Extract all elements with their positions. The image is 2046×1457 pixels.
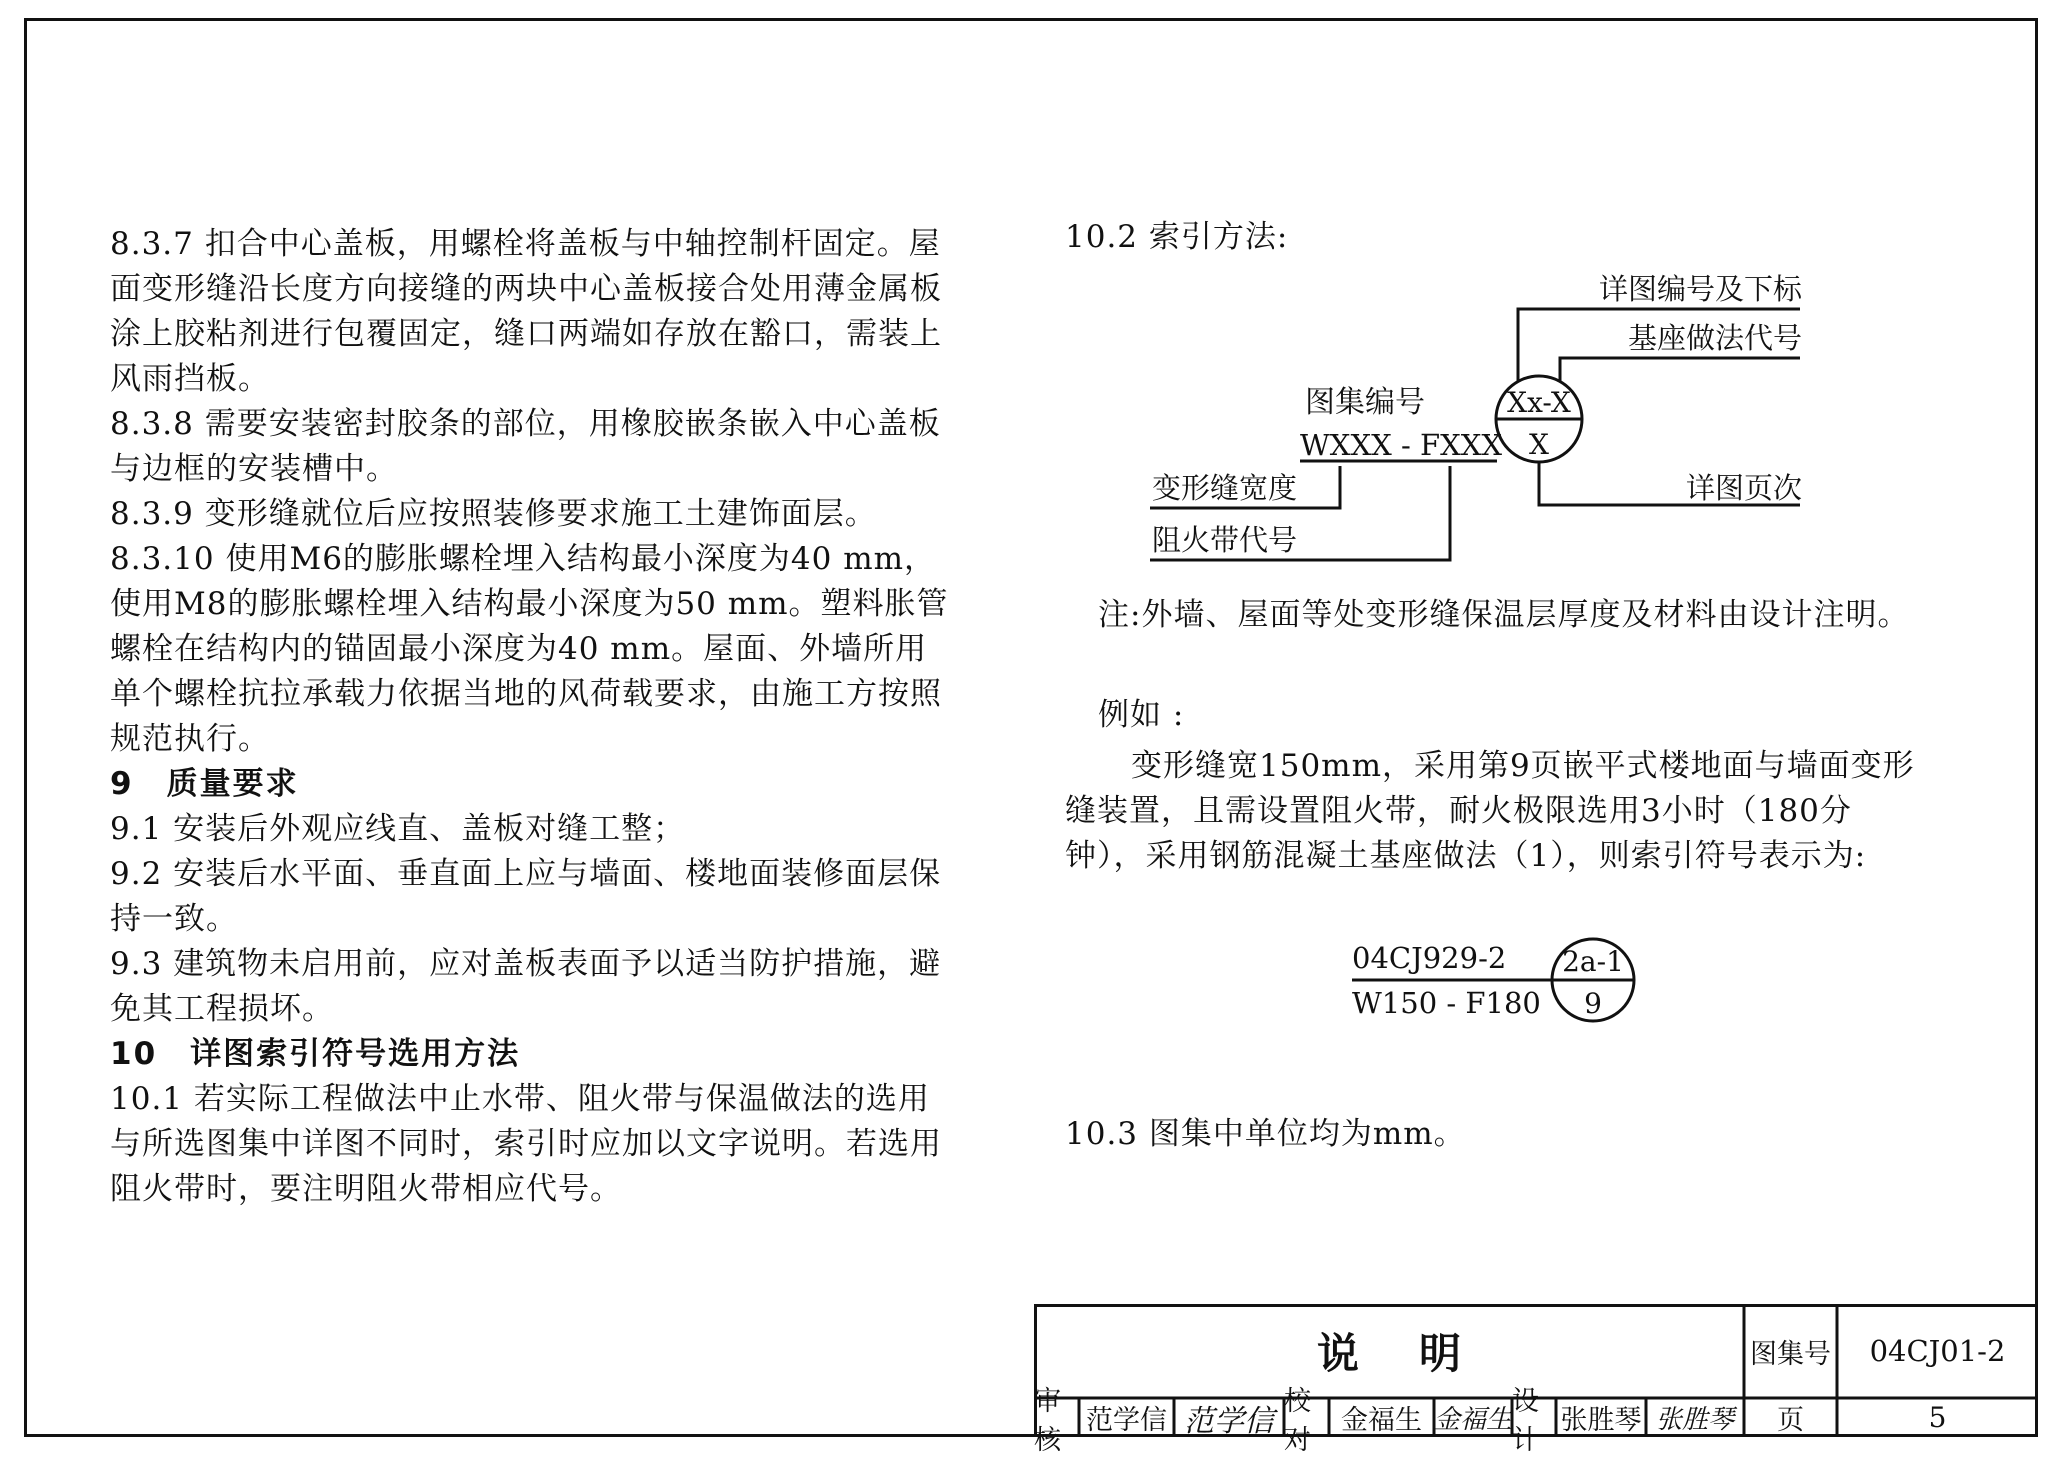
section-10-3: 10.3 图集中单位均为mm。	[1065, 1116, 1466, 1152]
checker: 金福生	[1341, 1405, 1422, 1436]
example-atlas: 04CJ929-2	[1352, 941, 1507, 975]
label-joint-width: 变形缝宽度	[1152, 471, 1298, 505]
atlas-no: 04CJ01-2	[1869, 1334, 2006, 1368]
para-8-3-10: 8.3.10 使用M6的膨胀螺栓埋入结构最小深度为40 mm，使用M8的膨胀螺栓埋入结构最小深度为50 mm。塑料胀管螺栓在结构内的锚固最小深度为40 mm。屋面、外墙所用单个螺栓抗拉承载力依据当地的风荷载要求，由施工方按照规范执行。	[110, 541, 949, 757]
para-8-3-8: 8.3.8 需要安装密封胶条的部位，用橡胶嵌条嵌入中心盖板与边框的安装槽中。	[110, 406, 941, 487]
para-9-1: 9.1 安装后外观应线直、盖板对缝工整；	[110, 811, 686, 847]
designer: 张胜琴	[1560, 1405, 1642, 1436]
para-9-3: 9.3 建筑物未启用前，应对盖板表面予以适当防护措施，避免其工程损坏。	[110, 946, 942, 1027]
design-label: 设计	[1512, 1385, 1539, 1456]
review-label: 审核	[1034, 1385, 1061, 1456]
example-code: W150 - F180	[1352, 986, 1541, 1020]
example-circle-bottom: 9	[1584, 987, 1602, 1020]
label-base-method: 基座做法代号	[1627, 321, 1802, 355]
para-8-3-9: 8.3.9 变形缝就位后应按照装修要求施工土建饰面层。	[110, 496, 877, 532]
title-block-title: 说明	[1316, 1329, 1521, 1378]
circle-bottom-text: X	[1529, 428, 1549, 461]
circle-top-text: Xx-X	[1507, 386, 1571, 419]
checker-signature: 金福生	[1434, 1405, 1513, 1435]
reviewer-signature: 范学信	[1184, 1403, 1274, 1439]
example-heading: 例如 :	[1098, 697, 1185, 733]
note: 注:外墙、屋面等处变形缝保温层厚度及材料由设计注明。	[1098, 597, 1910, 633]
example-circle-top: 2a-1	[1562, 945, 1624, 978]
para-9-2: 9.2 安装后水平面、垂直面上应与墙面、楼地面装修面层保持一致。	[110, 856, 942, 937]
page-number: 5	[1928, 1401, 1947, 1434]
label-atlas-no: 图集编号	[1305, 385, 1425, 420]
check-label: 校对	[1284, 1385, 1311, 1456]
index-code: WXXX - FXXX	[1300, 428, 1503, 462]
heading-10: 10 详图索引符号选用方法	[110, 1036, 521, 1072]
label-fire-band: 阻火带代号	[1152, 523, 1298, 557]
label-detail-no: 详图编号及下标	[1598, 272, 1802, 306]
page-label: 页	[1777, 1405, 1804, 1436]
heading-10-2: 10.2 索引方法:	[1065, 219, 1289, 255]
label-detail-page: 详图页次	[1685, 471, 1802, 505]
para-8-3-7: 8.3.7 扣合中心盖板，用螺栓将盖板与中轴控制杆固定。屋面变形缝沿长度方向接缝的两块中心盖板接合处用薄金属板涂上胶粘剂进行包覆固定，缝口两端如存放在豁口，需装上风雨挡板。	[110, 226, 942, 397]
title-block	[1034, 1304, 2038, 1456]
atlas-no-label: 图集号	[1750, 1338, 1831, 1370]
para-10-1: 10.1 若实际工程做法中止水带、阻火带与保温做法的选用与所选图集中详图不同时，索引时应加以文字说明。若选用阻火带时，要注明阻火带相应代号。	[110, 1081, 942, 1207]
example-text: 变形缝宽150mm，采用第9页嵌平式楼地面与墙面变形缝装置，且需设置阻火带，耐火极限选用3小时（180分钟），采用钢筋混凝土基座做法（1），则索引符号表示为:	[1065, 748, 1915, 874]
heading-9: 9 质量要求	[110, 766, 299, 802]
designer-signature: 张胜琴	[1655, 1405, 1734, 1435]
reviewer: 范学信	[1086, 1405, 1167, 1436]
